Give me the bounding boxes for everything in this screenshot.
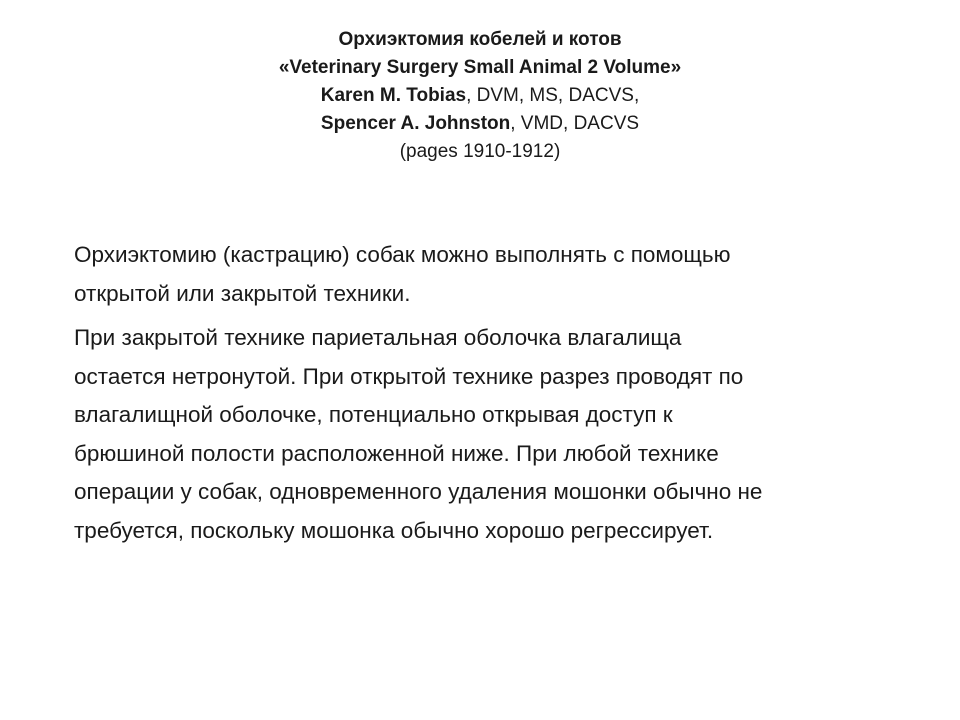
title-line-book: «Veterinary Surgery Small Animal 2 Volume» [278, 57, 682, 78]
author-2-name: Spencer A. Johnston [320, 113, 511, 134]
body-paragraph-1: Орхиэктомию (кастрацию) собак можно выполнять с помощью открытой или закрытой техники. [74, 242, 731, 306]
slide-body [74, 236, 904, 550]
body-paragraph-2: При закрытой технике париетальная оболочка влагалища остается нетронутой. При открытой технике разрез проводят по влагалищной оболочке, потенциально открывая доступ к брюшиной полости расположенной ниже. При любой технике операции у собак, одновременного удаления мошонки обычно не требуется, поскольку мошонка обычно хорошо регрессирует. [74, 325, 763, 543]
author-1-name: Karen M. Tobias [320, 85, 467, 106]
title-line-pages: (pages 1910-1912) [399, 141, 561, 162]
title-line-author-2 [120, 110, 840, 138]
title-line-1: Орхиэктомия кобелей и котов [338, 29, 622, 50]
author-1-credentials: , DVM, MS, DACVS, [466, 85, 640, 106]
slide-title [120, 26, 840, 166]
author-2-credentials: , VMD, DACVS [510, 113, 640, 134]
title-line-author-1 [120, 82, 840, 110]
